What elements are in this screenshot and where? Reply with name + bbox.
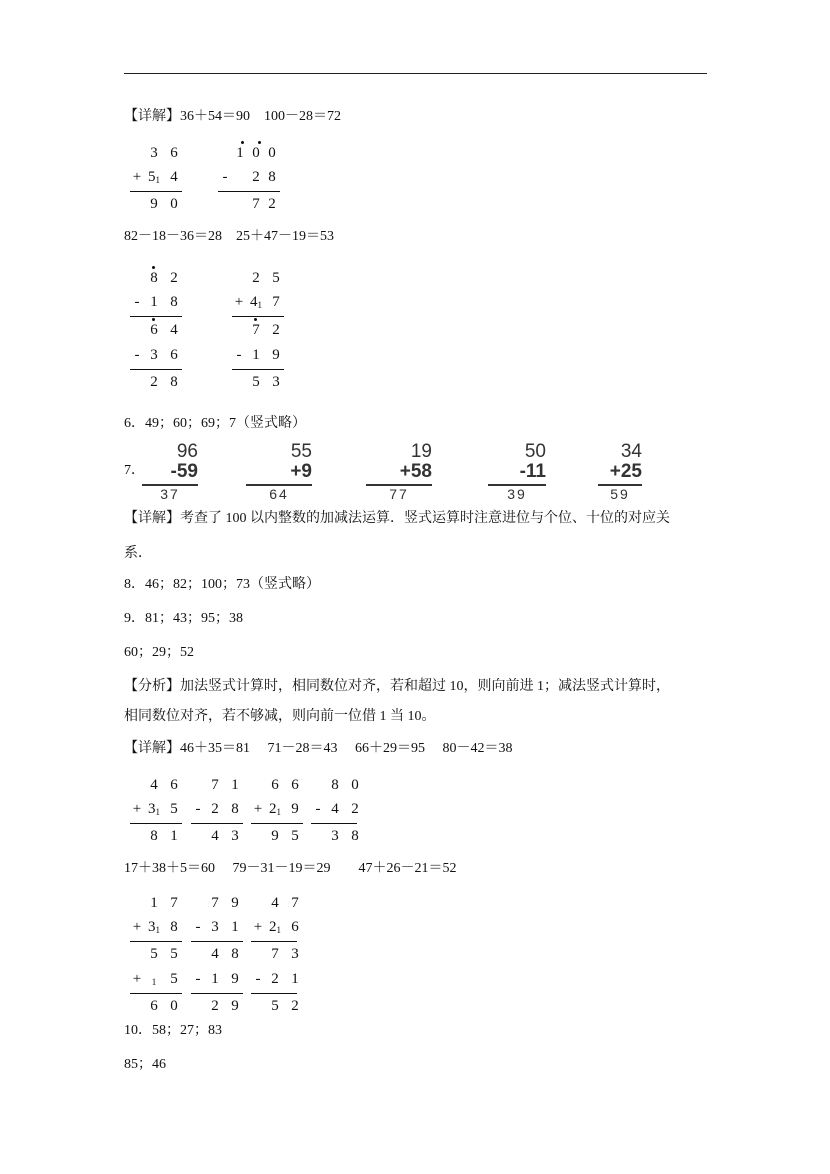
text-line-11: 相同数位对齐，若不够减，则向前一位借 1 当 10。 [124,709,436,724]
text-line-1: 【详解】36＋54＝90 100－28＝72 [124,109,341,124]
text-line-15: 85；46 [124,1057,166,1072]
q7-calc-2: 55 +9 64 [246,442,312,502]
text-line-9: 60；29；52 [124,645,194,660]
text-line-7: 8．46；82；100；73（竖式略） [124,577,320,592]
q7-calc-3: 19 +58 77 [366,442,432,502]
q7-calc-4: 50 -11 39 [488,442,546,502]
text-line-6: 系． [124,546,152,561]
text-line-5: 【详解】考查了 100 以内整数的加减法运算．竖式运算时注意进位与个位、十位的对应关 [124,511,670,526]
text-line-14: 10．58；27；83 [124,1023,222,1038]
text-line-3: 6．49；60；69；7（竖式略） [124,416,306,431]
text-line-13: 17＋38＋5＝60 79－31－19＝29 47＋26－21＝52 [124,861,457,876]
text-line-10: 【分析】加法竖式计算时，相同数位对齐，若和超过 10，则向前进 1；减法竖式计算时， [124,679,670,694]
text-line-8: 9．81；43；95；38 [124,611,243,626]
text-line-2: 82－18－36＝28 25＋47－19＝53 [124,229,334,244]
question-7-label: 7． [124,463,145,478]
q7-calc-5: 34 +25 59 [598,442,642,502]
q7-calc-1: 96 -59 37 [142,442,198,502]
header-rule [124,73,707,74]
text-line-12: 【详解】46＋35＝81 71－28＝43 66＋29＝95 80－42＝38 [124,741,513,756]
